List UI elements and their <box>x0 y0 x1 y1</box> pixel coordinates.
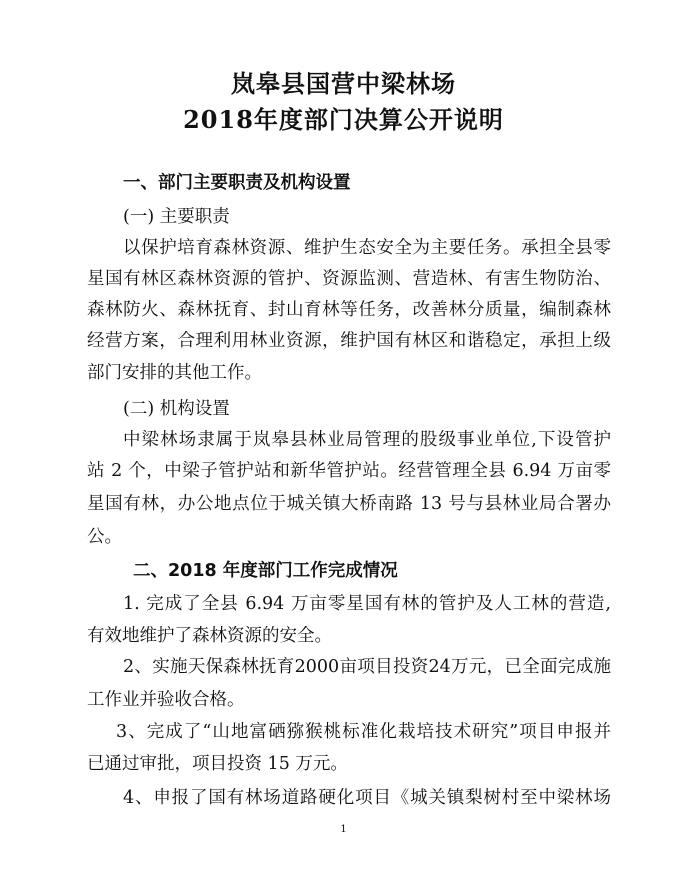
paragraph-line: 星国有林区森林资源的管护、资源监测、营造林、有害生物防治、 <box>87 269 611 289</box>
title-line-1: 岚皋县国营中梁林场 <box>231 69 456 98</box>
list-item-line: 已通过审批，项目投资 15 万元。 <box>87 754 348 774</box>
list-item-line: 工作业并验收合格。 <box>87 690 245 710</box>
paragraph-line: 站 2 个，中梁子管护站和新华管护站。经营管理全县 6.94 万亩零 <box>87 461 611 481</box>
paragraph-line: 以保护培育森林资源、维护生态安全为主要任务。承担全县零 <box>123 238 611 258</box>
paragraph-line: 星国有林，办公地点位于城关镇大桥南路 13 号与县林业局合署办 <box>87 494 611 514</box>
list-item-line: 2、实施天保森林抚育2000亩项目投资24万元，已全面完成施 <box>123 657 611 677</box>
paragraph-line: 部门安排的其他工作。 <box>87 363 262 383</box>
paragraph-line: 经营方案，合理利用林业资源，维护国有林区和谐稳定，承担上级 <box>87 331 611 351</box>
list-item-line: 3、完成了“山地富硒猕猴桃标准化栽培技术研究”项目申报并 <box>116 722 611 742</box>
title-line-2: 2018年度部门决算公开说明 <box>183 105 504 134</box>
section-2-heading: 二、2018 年度部门工作完成情况 <box>133 561 398 581</box>
paragraph-line: 森林防火、森林抚育、封山育林等任务，改善林分质量，编制森林 <box>87 300 611 320</box>
document-title <box>0 66 687 138</box>
paragraph-line: 公。 <box>87 527 122 547</box>
subsection-2-heading: (二) 机构设置 <box>123 399 230 419</box>
list-item-line: 有效地维护了森林资源的安全。 <box>87 626 332 646</box>
section-1-heading: 一、部门主要职责及机构设置 <box>123 173 351 193</box>
list-item-line: 4、申报了国有林场道路硬化项目《城关镇梨树村至中梁林场 <box>123 788 611 808</box>
paragraph-line: 中梁林场隶属于岚皋县林业局管理的股级事业单位,下设管护 <box>123 430 611 450</box>
list-item-line: 1. 完成了全县 6.94 万亩零星国有林的管护及人工林的营造, <box>123 594 611 614</box>
subsection-1-heading: (一) 主要职责 <box>123 207 230 227</box>
page-number: 1 <box>340 824 347 835</box>
